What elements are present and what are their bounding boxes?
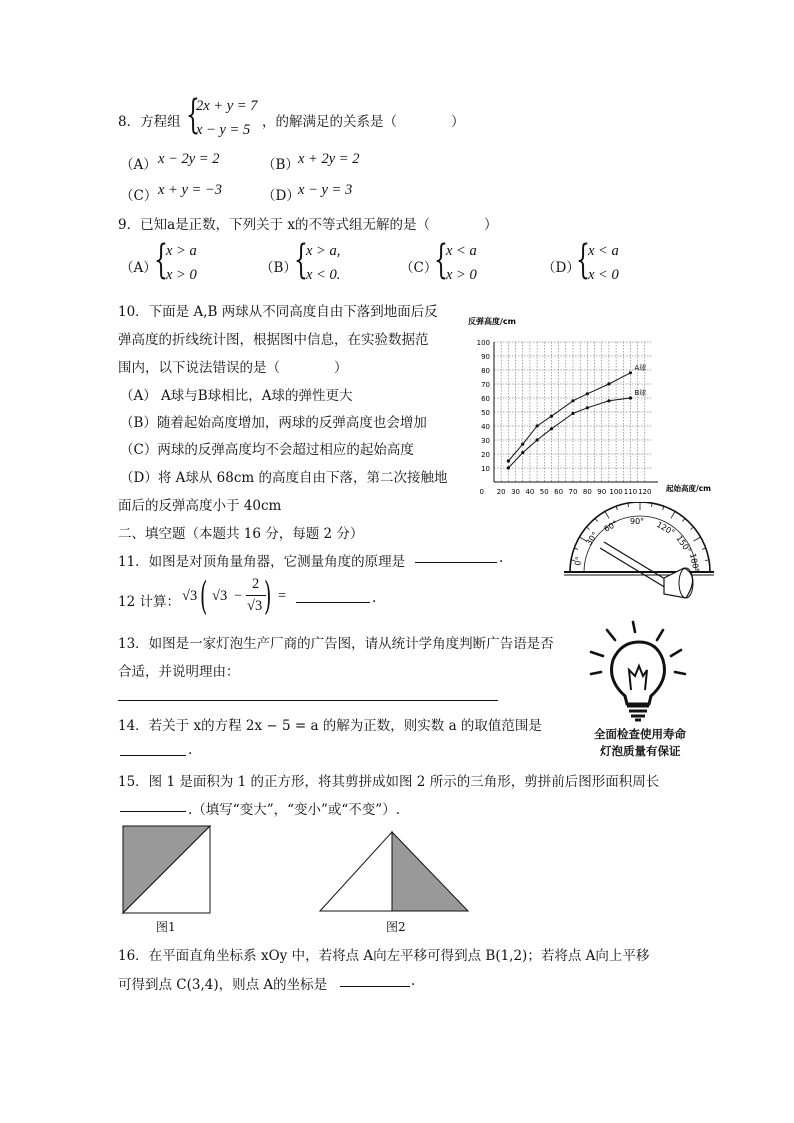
protractor-tick <box>671 511 675 518</box>
chart-series-line <box>508 373 630 461</box>
q10-option-c: （C）两球的反弹高度均不会超过相应的起始高度 <box>120 442 414 458</box>
q8-option-c: x + y = −3 <box>158 182 222 198</box>
q9-option-b-line1: x > a, <box>306 243 341 259</box>
chart-x-tick-label: 50 <box>539 488 549 496</box>
chart-xlabel: 起始高度/cm <box>666 484 711 493</box>
q12-frac-num: 2 <box>252 576 260 592</box>
q10-option-a: （A） A球与B球相比，A球的弹性更大 <box>120 388 353 404</box>
protractor-tick <box>691 527 694 530</box>
q9-d-brace: { <box>576 237 590 283</box>
figure-2-triangle <box>318 830 470 914</box>
q9-option-a-line2: x > 0 <box>166 267 197 283</box>
q12-frac-den: √3 <box>247 598 263 614</box>
q8-eq1: 2x + y = 7 <box>196 98 258 114</box>
q14-end: . <box>188 742 193 758</box>
q9-option-c-label: （C） <box>400 260 438 276</box>
chart-y-tick-label: 20 <box>481 451 490 459</box>
protractor-tick <box>586 527 589 530</box>
chart-y-tick-label: 10 <box>481 465 490 473</box>
protractor-label-30: 30° <box>584 530 600 548</box>
light-bulb-ad-figure <box>585 616 697 726</box>
protractor-label-150: 150° <box>674 533 693 555</box>
protractor-tick <box>605 511 609 518</box>
chart-y-tick-label: 60 <box>481 395 490 403</box>
q8-stem-suffix: ，的解满足的关系是（ ） <box>262 114 465 130</box>
q9-option-d-line2: x < 0 <box>588 267 619 283</box>
bulb-caption-1: 全面检查使用寿命 <box>594 727 686 741</box>
protractor-label-0: 0° <box>573 555 584 567</box>
q8-eq2: x − y = 5 <box>196 122 251 138</box>
chart-y-tick-label: 100 <box>476 339 490 347</box>
q10-option-b: （B）随着起始高度增加，两球的反弹高度也会增加 <box>120 415 427 431</box>
q14-text: 14．若关于 x的方程 2x − 5 = a 的解为正数，则实数 a 的取值范围是 <box>118 718 542 734</box>
chart-data-point <box>629 371 632 374</box>
q13-answer-line[interactable] <box>118 700 498 701</box>
protractor-tick <box>616 506 617 510</box>
chart-data-point <box>571 399 574 402</box>
q8-stem-prefix: 8．方程组 <box>118 114 181 130</box>
q11-answer-blank[interactable] <box>415 562 497 563</box>
protractor-label-60: 60° <box>602 518 620 534</box>
protractor-tick <box>663 506 664 510</box>
protractor-tick <box>574 548 578 549</box>
q8-option-d: x − y = 3 <box>298 182 353 198</box>
q12-answer-blank[interactable] <box>296 602 370 603</box>
chart-data-point <box>521 451 524 454</box>
figure-2-caption: 图2 <box>386 920 406 934</box>
chart-data-point <box>607 399 610 402</box>
chart-data-point <box>550 427 553 430</box>
q9-option-c-line1: x < a <box>446 243 477 259</box>
protractor-tick <box>702 548 706 549</box>
chart-x-tick-label: 120 <box>638 488 652 496</box>
chart-y-tick-label: 90 <box>481 353 490 361</box>
q15-line2: .（填写“变大”，“变小”或“不变”）. <box>188 802 400 818</box>
vertical-angle-protractor-figure <box>560 502 718 604</box>
q8-option-a-label: （A） <box>120 157 157 173</box>
q8-option-a: x − 2y = 2 <box>158 151 220 167</box>
protractor-tick <box>694 537 701 541</box>
chart-ylabel: 反弹高度/cm <box>468 317 516 326</box>
q9-option-a-label: （A） <box>120 260 157 276</box>
q8-option-b-label: （B） <box>262 157 299 173</box>
q9-c-brace: { <box>434 237 448 283</box>
chart-data-point <box>571 412 574 415</box>
q10-option-d-cont: 面后的反弹高度小于 40cm <box>118 498 282 514</box>
q9-b-brace: { <box>294 237 308 283</box>
chart-x-tick-label: 90 <box>597 488 607 496</box>
q16-end: . <box>411 973 416 989</box>
chart-x-tick-label: 80 <box>582 488 592 496</box>
q9-option-c-line2: x > 0 <box>446 267 477 283</box>
q9-option-d-line1: x < a <box>588 243 619 259</box>
q12-equals: = <box>278 588 287 604</box>
chart-y-tick-label: 30 <box>481 437 490 445</box>
chart-data-point <box>586 392 589 395</box>
q16-answer-blank[interactable] <box>340 986 410 987</box>
q8-option-b: x + 2y = 2 <box>298 151 360 167</box>
chart-series-label: A球 <box>634 363 647 372</box>
protractor-tick <box>595 518 598 521</box>
chart-y-tick-label: 80 <box>481 367 490 375</box>
chart-data-point <box>629 396 632 399</box>
q10-line2: 弹高度的折线统计图，根据图中信息，在实验数据范 <box>118 332 429 348</box>
q10-option-d: （D）将 A球从 68cm 的高度自由下落，第二次接触地 <box>120 470 448 486</box>
protractor-label-120: 120° <box>655 519 677 538</box>
chart-series-label: B球 <box>634 389 647 397</box>
chart-y-tick-label: 70 <box>481 381 490 389</box>
chart-x-tick-label: 60 <box>554 488 564 496</box>
chart-series-line <box>508 398 630 468</box>
chart-data-point <box>521 443 524 446</box>
q16-line1: 16．在平面直角坐标系 xOy 中，若将点 A向左平移可得到点 B(1,2)；若将点 A向上平移 <box>118 948 650 964</box>
chart-x-tick-label: 70 <box>568 488 578 496</box>
protractor-label-180: 180° <box>688 552 701 574</box>
chart-data-point <box>550 415 553 418</box>
chart-data-point <box>535 438 538 441</box>
q9-a-brace: { <box>154 237 168 283</box>
figure-1-caption: 图1 <box>156 920 176 934</box>
chart-x-tick-label: 100 <box>609 488 623 496</box>
q9-option-a-line1: x > a <box>166 243 197 259</box>
chart-y-tick-label: 40 <box>481 423 490 431</box>
q9-option-b-line2: x < 0. <box>306 267 341 283</box>
q11-text: 11．如图是对顶角量角器，它测量角度的原理是 <box>118 554 406 570</box>
chart-x-tick-label: 20 <box>496 488 506 496</box>
chart-data-point <box>507 459 510 462</box>
figure-1-square <box>122 825 212 915</box>
q12-prefix: 12 计算： <box>118 594 180 610</box>
chart-x-tick-label: 110 <box>623 488 638 496</box>
protractor-tick <box>682 518 685 521</box>
chart-x-tick-label: 40 <box>525 488 535 496</box>
chart-data-point <box>586 406 589 409</box>
q10-line1: 10．下面是 A,B 两球从不同高度自由下落到地面后反 <box>118 304 438 320</box>
q12-paren-right: ) <box>264 574 272 618</box>
chart-data-point <box>535 424 538 427</box>
q8-option-d-label: （D） <box>262 188 300 204</box>
q12-sqrt-inner: √3 <box>212 588 228 604</box>
q9-option-b-label: （B） <box>260 260 297 276</box>
q9-option-d-label: （D） <box>542 260 580 276</box>
chart-y-tick-label: 0 <box>479 488 484 496</box>
q13-line2: 合适，并说明理由： <box>118 664 240 680</box>
q12-paren-left: ( <box>200 574 208 618</box>
q12-minus: − <box>234 588 243 604</box>
q15-answer-blank[interactable] <box>120 811 186 812</box>
q12-frac-bar <box>246 595 266 596</box>
q16-line2: 可得到点 C(3,4)，则点 A的坐标是 <box>118 977 328 993</box>
q13-line1: 13．如图是一家灯泡生产厂商的广告图，请从统计学角度判断广告语是否 <box>118 636 554 652</box>
q14-answer-blank[interactable] <box>120 755 186 756</box>
chart-x-tick-label: 30 <box>511 488 521 496</box>
chart-data-point <box>507 466 510 469</box>
bulb-caption-2: 灯泡质量有保证 <box>600 744 681 758</box>
q9-stem: 9．已知a是正数，下列关于 x的不等式组无解的是（ ） <box>118 217 498 233</box>
q12-sqrt-outer: √3 <box>182 588 198 604</box>
q11-end: . <box>499 550 504 566</box>
q12-end: . <box>372 590 377 606</box>
q15-line1: 15．图 1 是面积为 1 的正方形，将其剪拼成如图 2 所示的三角形，剪拼前后图形面积周长 <box>118 774 660 790</box>
q8-brace: { <box>186 92 200 138</box>
chart-data-point <box>607 382 610 385</box>
protractor-label-90: 90° <box>630 517 645 526</box>
bounce-height-line-chart <box>462 310 724 500</box>
q10-line3: 围内，以下说法错误的是（ ） <box>118 360 348 376</box>
chart-y-tick-label: 50 <box>481 409 490 417</box>
section-2-heading: 二、填空题（本题共 16 分，每题 2 分） <box>118 526 364 542</box>
q8-option-c-label: （C） <box>120 188 158 204</box>
